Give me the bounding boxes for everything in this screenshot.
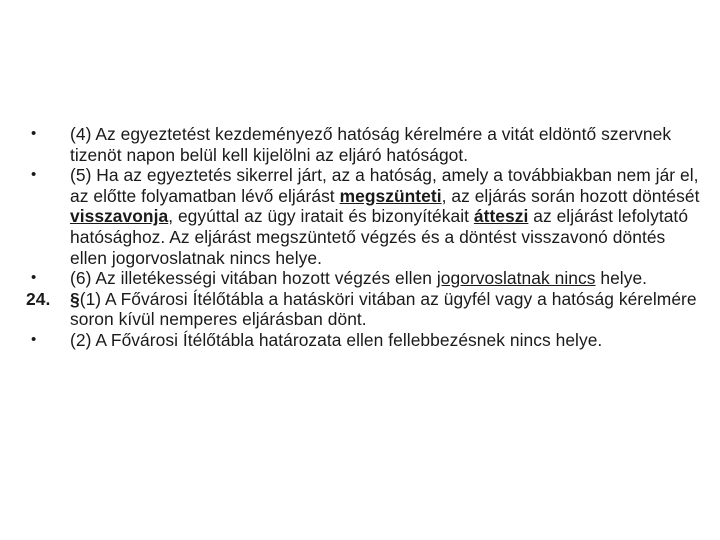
text-segment: helye.: [595, 268, 648, 289]
text-segment: (6) Az illetékességi vitában hozott végzés ellen: [70, 268, 437, 289]
legal-text-block: [26, 124, 702, 351]
paragraph-text: [70, 268, 647, 288]
emphasized-term: átteszi: [473, 206, 529, 227]
paragraph-text: [70, 289, 697, 330]
bullet-icon: •: [31, 125, 37, 142]
paragraph-text: [70, 165, 699, 267]
emphasized-term: visszavonja: [70, 206, 169, 227]
paragraph-4: [26, 124, 702, 165]
bullet-icon: •: [31, 166, 37, 184]
text-segment: (1) A Fővárosi Ítélőtábla a hatásköri vitában az ügyfél vagy a hatóság kérelmére soron kívül nemperes eljárásban dönt.: [70, 288, 697, 330]
paragraph-text: (4) Az egyeztetést kezdeményező hatóság kérelmére a vitát eldöntő szervnek tizenöt napon belül kell kijelölni az eljáró hatóságot.: [70, 124, 672, 165]
paragraph-6: [26, 268, 702, 289]
section-sign: §: [70, 288, 80, 309]
paragraph-text: (2) A Fővárosi Ítélőtábla határozata ellen fellebbezésnek nincs helye.: [70, 329, 603, 350]
emphasized-term: jogorvoslatnak nincs: [436, 268, 596, 289]
section-24: [26, 289, 702, 330]
bullet-icon: •: [31, 330, 37, 348]
emphasized-term: megszünteti: [339, 185, 442, 206]
paragraph-5: [26, 165, 702, 268]
text-segment: az eljárást lefolytató hatósághoz. Az eljárást megszüntető végzés és a döntést visszavonó döntés ellen jogorvoslatnak nincs helye.: [70, 206, 689, 268]
bullet-icon: •: [31, 269, 37, 287]
text-segment: (5) Ha az egyeztetés sikerrel járt, az a hatóság, amely a továbbiakban nem jár el, az előtte folyamatban lévő eljárást: [70, 165, 699, 206]
text-segment: , az eljárás során hozott döntését: [441, 185, 700, 206]
text-segment: , egyúttal az ügy iratait és bizonyítékait: [168, 206, 474, 227]
paragraph-2: [26, 330, 702, 351]
section-number: 24.: [26, 288, 51, 309]
